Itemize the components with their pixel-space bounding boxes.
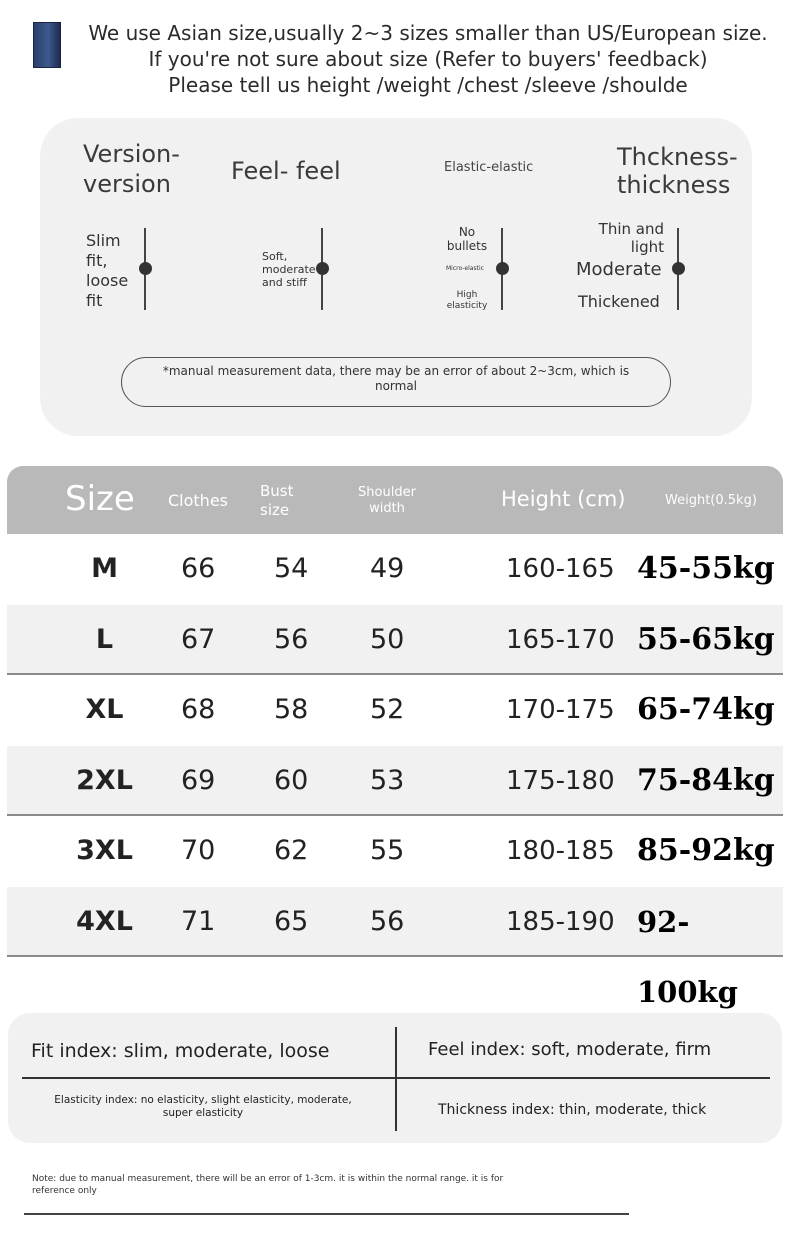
table-row: [7, 534, 783, 605]
header-size: Size: [65, 479, 135, 519]
cell-bust: 62: [274, 835, 309, 866]
cell-height: 165-170: [506, 624, 615, 655]
cell-clothes: 70: [181, 835, 216, 866]
header-height: Height (cm): [501, 487, 626, 511]
cell-weight: 75-84kg: [637, 762, 775, 798]
footer-divider: [24, 1213, 629, 1215]
table-row: [7, 675, 783, 746]
cell-clothes: 66: [181, 553, 216, 584]
elastic-title: Elastic-elastic: [444, 160, 534, 175]
elastic-bottom-label: High elasticity: [446, 290, 488, 311]
cell-shoulder: 50: [370, 623, 405, 655]
cell-size: 4XL: [76, 905, 133, 937]
size-notice: [70, 20, 786, 98]
feel-levels: Soft, moderate and stiff: [262, 250, 316, 289]
header-clothes: Clothes: [168, 491, 228, 510]
header-weight: Weight(0.5kg): [665, 493, 757, 508]
notice-line-3: Please tell us height /weight /chest /sleeve /shoulde: [168, 73, 688, 97]
header-bust: Bust size: [260, 482, 294, 519]
cell-shoulder: 53: [370, 764, 405, 796]
cell-clothes: 69: [181, 764, 216, 796]
cell-weight: 92-100kg: [637, 904, 738, 1009]
cell-size: L: [95, 623, 114, 655]
elastic-top-label: No bullets: [446, 225, 488, 253]
cell-weight: 85-92kg: [637, 833, 775, 868]
thickness-index: Thickness index: thin, moderate, thick: [438, 1102, 707, 1118]
thickness-top-label: Thin and light: [598, 220, 664, 256]
cell-bust: 65: [274, 905, 309, 937]
cell-bust: 58: [274, 694, 309, 725]
cell-shoulder: 49: [370, 553, 405, 584]
cell-clothes: 67: [181, 623, 216, 655]
version-title: Version- version: [83, 140, 180, 198]
cell-height: 175-180: [506, 765, 615, 796]
cell-weight: 55-65kg: [637, 621, 775, 657]
measurement-note: *manual measurement data, there may be an error of about 2~3cm, which is normal: [121, 357, 671, 407]
cell-clothes: 71: [181, 905, 216, 937]
cell-size: 3XL: [76, 835, 133, 866]
cell-weight: 65-74kg: [637, 692, 775, 727]
cell-height: 170-175: [506, 695, 615, 725]
elastic-mid-label: Micro-elastic: [446, 265, 484, 272]
cell-height: 180-185: [506, 836, 615, 866]
size-table-header: [7, 466, 783, 534]
cell-clothes: 68: [181, 694, 216, 725]
version-levels: Slim fit, loose fit: [86, 231, 129, 310]
thickness-title: Thckness- thickness: [617, 143, 738, 199]
cell-bust: 60: [274, 764, 309, 796]
legend-divider-vertical: [395, 1027, 397, 1131]
cell-size: XL: [85, 694, 124, 725]
table-row: [7, 816, 783, 887]
table-row: [7, 605, 783, 676]
version-marker: [139, 262, 152, 275]
footer-note: Note: due to manual measurement, there will be an error of 1-3cm. it is within the normal range. it is for reference only: [32, 1174, 504, 1196]
thickness-bottom-label: Thickened: [578, 292, 660, 311]
feel-title: Feel- feel: [231, 157, 341, 185]
cell-bust: 54: [274, 553, 309, 584]
header-shoulder: Shoulder width: [358, 485, 416, 516]
table-row: [7, 887, 783, 1009]
cell-height: 160-165: [506, 554, 615, 584]
feel-index: Feel index: soft, moderate, firm: [428, 1039, 712, 1060]
cell-weight: 45-55kg: [637, 551, 775, 586]
thickness-marker: [672, 262, 685, 275]
size-table: [7, 466, 783, 1009]
cell-size: 2XL: [76, 764, 133, 796]
cell-shoulder: 52: [370, 694, 405, 725]
elastic-marker: [496, 262, 509, 275]
cell-shoulder: 56: [370, 905, 405, 937]
cell-height: 185-190: [506, 906, 615, 937]
notice-line-1: We use Asian size,usually 2~3 sizes smaller than US/European size.: [88, 21, 768, 45]
notice-icon: [33, 22, 61, 68]
thickness-mid-label: Moderate: [576, 259, 662, 280]
notice-line-2: If you're not sure about size (Refer to buyers' feedback): [148, 47, 708, 71]
cell-shoulder: 55: [370, 835, 405, 866]
elasticity-index: Elasticity index: no elasticity, slight elasticity, moderate, super elasticity: [54, 1094, 352, 1119]
feel-marker: [316, 262, 329, 275]
fit-index: Fit index: slim, moderate, loose: [31, 1040, 330, 1062]
legend-divider-horizontal: [22, 1077, 770, 1079]
cell-size: M: [91, 553, 118, 584]
table-row: [7, 746, 783, 817]
cell-bust: 56: [274, 623, 309, 655]
